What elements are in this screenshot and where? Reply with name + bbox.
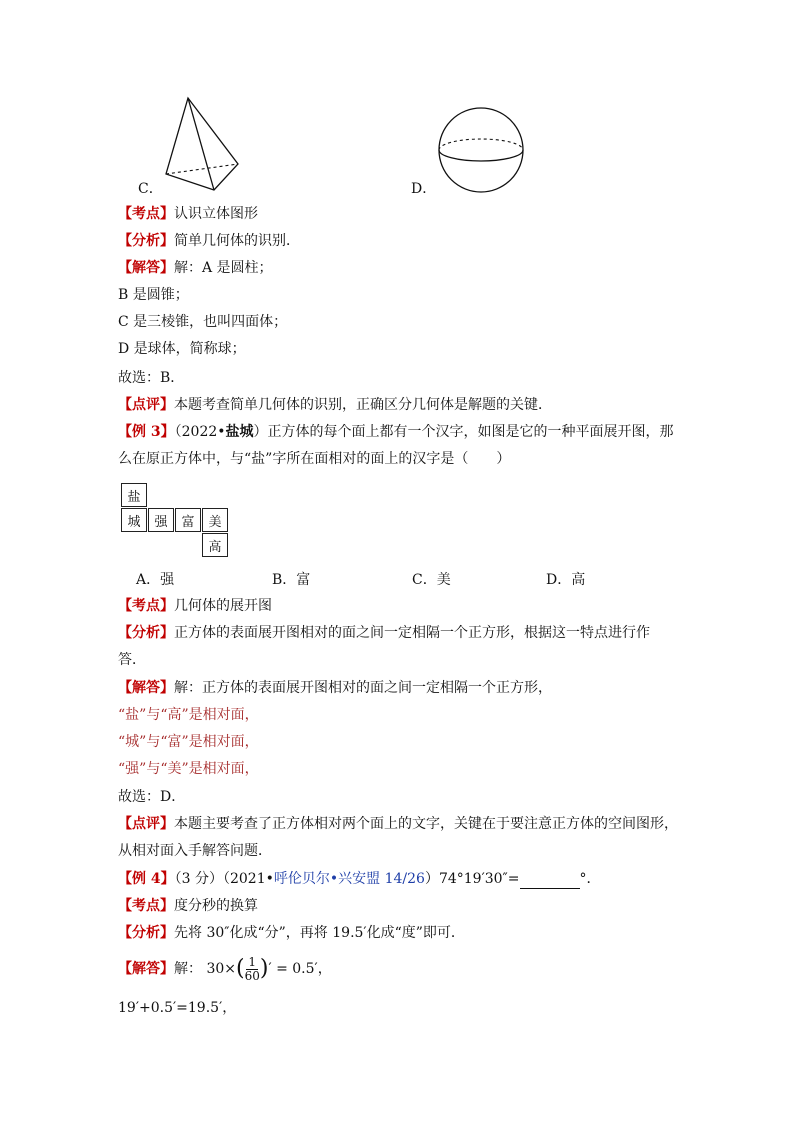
dianping-tag: 【点评】 [118,816,174,832]
ex3-question-line2: 么在原正方体中，与“盐”字所在面相对的面上的汉字是（ ） [118,451,511,467]
fraction-denominator: 60 [244,968,260,983]
example-tag: 【例 3】 [118,424,175,440]
ex2-line-c: C 是三棱锥，也叫四面体； [118,314,288,330]
left-paren: ( [236,956,245,981]
ex3-question-line1 [118,422,674,442]
source-place: 盐城 [225,424,254,440]
ex3-dianping-line2: 从相对面入手解答问题． [118,843,272,859]
question-text-1: 正方体的每个面上都有一个汉字，如图是它的一种平面展开图，那 [267,424,674,440]
ex4-question [118,869,601,889]
right-paren: ) [259,956,269,981]
source-place: 呼伦贝尔•兴安盟 14/26 [273,871,425,887]
net-cell-row-1: 城 [121,508,147,532]
kaodian-text: 认识立体图形 [174,206,258,222]
ex4-last-line: 19′+0.5′=19.5′， [118,1000,237,1016]
net-cell-row-4: 美 [202,508,228,532]
ex3-pair-1: “盐”与“高”是相对面， [118,707,259,723]
source-open: （2021• [222,871,274,887]
kaodian-text: 几何体的展开图 [174,598,272,614]
fenxi-text: 简单几何体的识别． [174,233,300,249]
ex3-pair-2: “城”与“富”是相对面， [118,734,259,750]
ex4-kaodian [118,896,258,916]
ex3-fenxi-line1 [118,623,650,643]
kaodian-tag: 【考点】 [118,206,174,222]
question-end: °． [579,871,601,887]
fraction-numerator: 1 [248,954,257,969]
ex2-line-d: D 是球体，简称球； [118,341,246,357]
net-cell-bottom: 高 [202,533,228,557]
dianping-tag: 【点评】 [118,397,174,413]
pyramid-outline [166,98,238,190]
dianping-text: 本题考查简单几何体的识别，正确区分几何体是解题的关键． [174,397,552,413]
ex2-jieda [118,258,273,278]
ex4-jieda [118,952,332,986]
net-cell-top: 盐 [121,483,147,507]
ex2-kaodian [118,204,258,224]
calc-lead: 30× [206,961,236,977]
ex3-fenxi-line2: 答． [118,652,146,668]
jieda-tag: 【解答】 [118,260,174,276]
fenxi-tag: 【分析】 [118,625,174,641]
sphere-equator-front [439,150,523,161]
source-close: ） [424,871,439,887]
ex3-pair-3: “强”与“美”是相对面， [118,761,259,777]
pyramid-hidden-edge [166,164,238,174]
ex2-answer: 故选：B． [118,370,185,386]
ex3-answer: 故选：D． [118,789,186,805]
sphere-figure [437,106,525,194]
fenxi-tag: 【分析】 [118,925,174,941]
jieda-tag: 【解答】 [118,680,174,696]
jieda-tag: 【解答】 [118,961,174,977]
jieda-text: 解：A 是圆柱； [174,260,273,276]
net-cell-row-2: 强 [148,508,174,532]
pyramid-front-edge [188,98,214,190]
kaodian-tag: 【考点】 [118,598,174,614]
option-a: A．强 [136,572,175,588]
source-close: ） [253,424,268,440]
fenxi-text-1: 正方体的表面展开图相对的面之间一定相隔一个正方形，根据这一特点进行作 [174,625,650,641]
ex4-fenxi [118,923,465,943]
kaodian-tag: 【考点】 [118,898,174,914]
example-tag: 【例 4】 [118,871,175,887]
sphere-outline [439,108,523,192]
ex3-jieda [118,678,552,698]
option-b: B．富 [272,572,311,588]
pyramid-figure [160,94,244,194]
jieda-text: 解：正方体的表面展开图相对的面之间一定相隔一个正方形， [174,680,552,696]
kaodian-text: 度分秒的换算 [174,898,258,914]
sphere-equator-back [439,139,523,150]
ex3-dianping-line1 [118,814,678,834]
ex2-fenxi [118,231,300,251]
fenxi-text: 先将 30″化成“分”，再将 19.5′化成“度”即可． [174,925,465,941]
option-d-figure-label: D． [411,181,437,197]
option-d: D．高 [546,572,586,588]
ex2-line-b: B 是圆锥； [118,287,189,303]
score: （3 分） [174,871,223,887]
answer-blank [520,874,580,889]
option-c-figure-label: C． [138,181,163,197]
net-cell-row-3: 富 [175,508,201,532]
jieda-prefix: 解： [174,961,202,977]
option-c: C．美 [412,572,451,588]
question-text: 74°19′30″= [438,871,520,887]
calc-tail: ′ = 0.5′， [268,961,332,977]
dianping-text-1: 本题主要考查了正方体相对两个面上的文字，关键在于要注意正方体的空间图形， [174,816,678,832]
fraction [245,956,260,983]
ex2-dianping [118,395,552,415]
source-open: （2022• [174,424,226,440]
fenxi-tag: 【分析】 [118,233,174,249]
ex3-kaodian [118,596,272,616]
